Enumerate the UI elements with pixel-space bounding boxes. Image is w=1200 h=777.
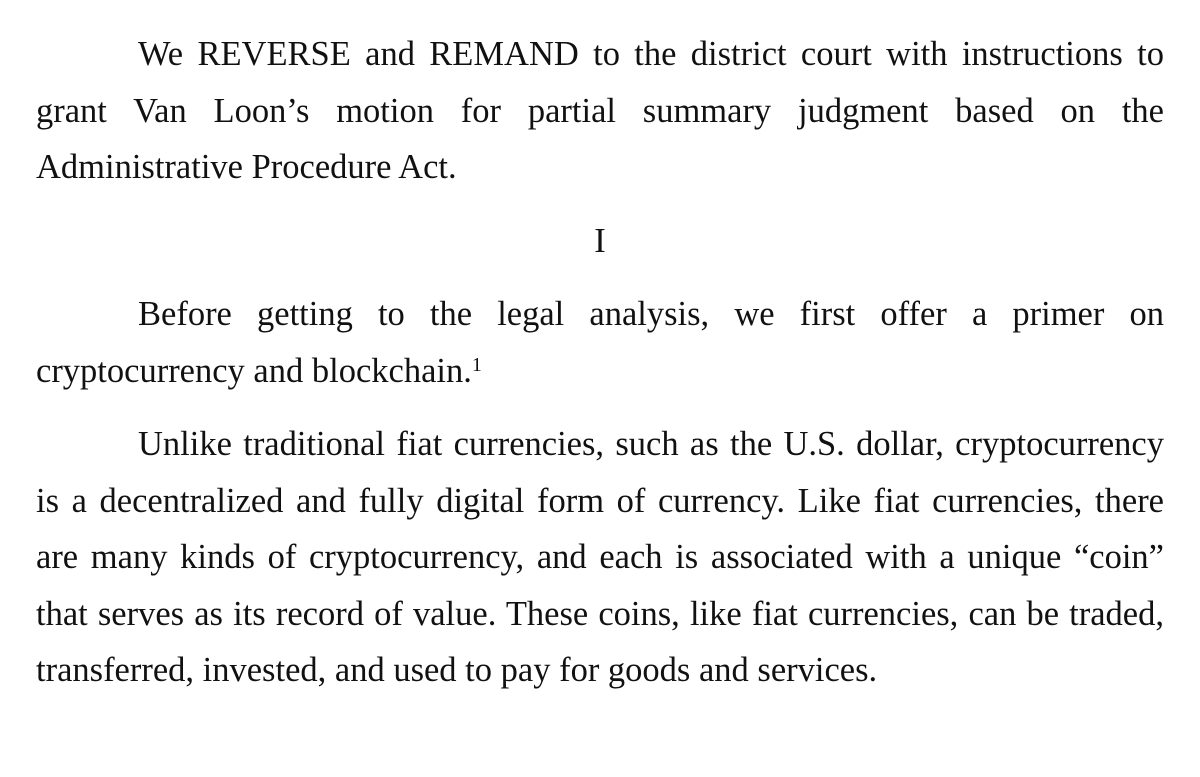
section-heading: I (594, 221, 606, 260)
footnote-marker[interactable]: 1 (471, 354, 482, 376)
paragraph-primer-text: Before getting to the legal analysis, we first offer a primer on cryptocurrency and blockchain. (36, 295, 1164, 390)
paragraph-disposition: We REVERSE and REMAND to the district court with instructions to grant Van Loon’s motion for partial summary judgment based on the Administrative Procedure Act. (36, 35, 1164, 186)
paragraph-cryptocurrency: Unlike traditional fiat currencies, such as the U.S. dollar, cryptocurrency is a decentralized and fully digital form of currency. Like fiat currencies, there are many kinds of cryptocurrency, and each is associated with a unique “coin” that serves as its record of value. These coins, like fiat currencies, can be traded, transferred, invested, and used to pay for goods and services. (36, 425, 1164, 689)
document-page (36, 26, 1164, 699)
paragraph-primer (36, 286, 1164, 399)
